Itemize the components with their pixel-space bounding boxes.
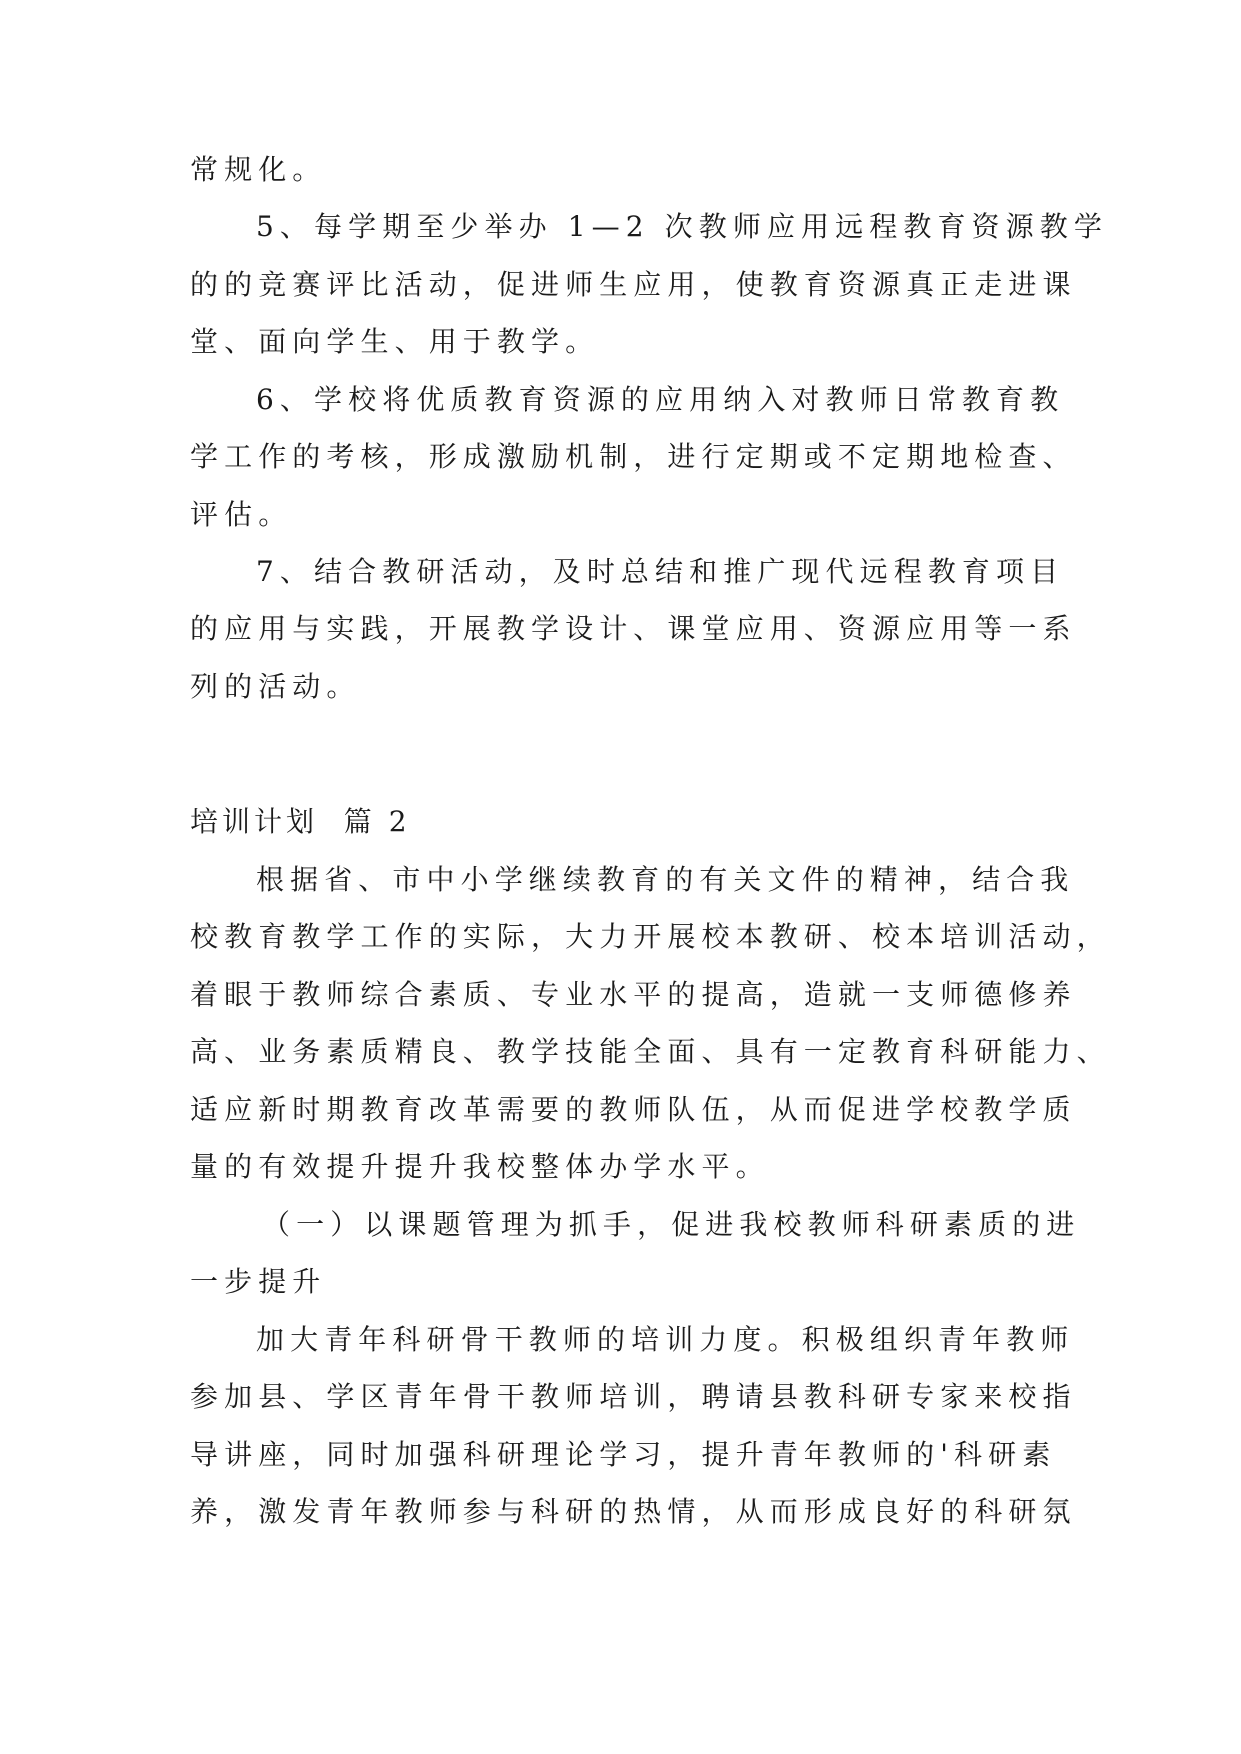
- text-line: （一）以课题管理为抓手，促进我校教师科研素质的进: [262, 1208, 1081, 1241]
- text-line: 堂、面向学生、用于教学。: [190, 325, 600, 358]
- text-line: 常规化。: [190, 153, 327, 186]
- text-line: 一步提升: [190, 1265, 327, 1298]
- text-line: 养，激发青年教师参与科研的热情，从而形成良好的科研氛: [190, 1495, 1077, 1528]
- text-line: 校教育教学工作的实际，大力开展校本教研、校本培训活动，: [190, 920, 1111, 953]
- text-line: 高、业务素质精良、教学技能全面、具有一定教育科研能力、: [190, 1035, 1111, 1068]
- text-line: 参加县、学区青年骨干教师培训，聘请县教科研专家来校指: [190, 1380, 1077, 1413]
- text-line: 着眼于教师综合素质、专业水平的提高，造就一支师德修养: [190, 978, 1077, 1011]
- text-line: 导讲座，同时加强科研理论学习，提升青年教师的'科研素: [190, 1438, 1057, 1471]
- section-heading: 培训计划 篇 2: [190, 805, 411, 838]
- text-line: 的应用与实践，开展教学设计、课堂应用、资源应用等一系: [190, 612, 1077, 645]
- text-line: 的的竞赛评比活动，促进师生应用，使教育资源真正走进课: [190, 268, 1077, 301]
- text-line: 加大青年科研骨干教师的培训力度。积极组织青年教师: [256, 1323, 1075, 1356]
- text-line: 7、结合教研活动，及时总结和推广现代远程教育项目: [256, 555, 1065, 588]
- text-line: 5、每学期至少举办 1—2 次教师应用远程教育资源教学: [256, 210, 1108, 243]
- text-line: 6、学校将优质教育资源的应用纳入对教师日常教育教: [256, 383, 1065, 416]
- text-line: 列的活动。: [190, 670, 361, 703]
- text-line: 量的有效提升提升我校整体办学水平。: [190, 1150, 770, 1183]
- text-line: 根据省、市中小学继续教育的有关文件的精神，结合我: [256, 863, 1075, 896]
- text-line: 学工作的考核，形成激励机制，进行定期或不定期地检查、: [190, 440, 1077, 473]
- text-line: 适应新时期教育改革需要的教师队伍，从而促进学校教学质: [190, 1093, 1077, 1126]
- text-line: 评估。: [190, 498, 293, 531]
